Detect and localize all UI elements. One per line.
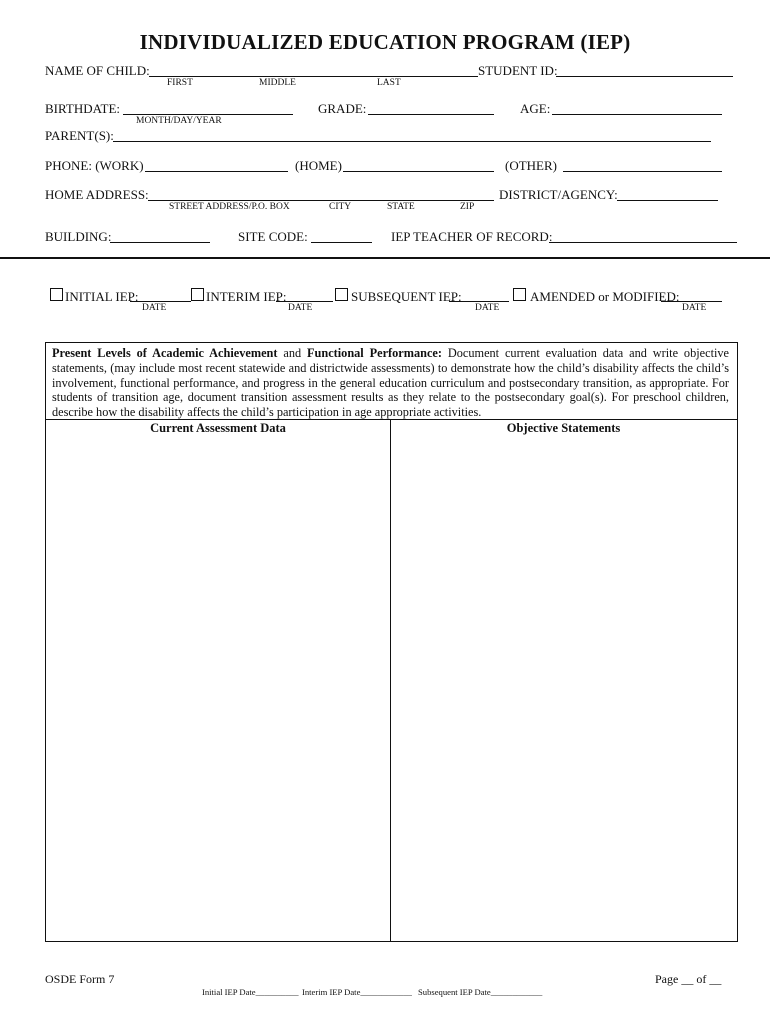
grade-field[interactable] xyxy=(368,114,494,115)
amended-iep-date-field[interactable] xyxy=(661,301,722,302)
parents-label: PARENT(S): xyxy=(45,128,114,143)
initial-iep-date-field[interactable] xyxy=(130,301,191,302)
interim-iep-date-field[interactable] xyxy=(276,301,333,302)
phone-work-label: PHONE: (WORK) xyxy=(45,158,144,173)
first-name-caption: FIRST xyxy=(167,78,193,88)
phone-home-field[interactable] xyxy=(343,171,494,172)
objective-statements-header: Objective Statements xyxy=(506,421,621,435)
present-levels-heading-1: Present Levels of Academic Achievement xyxy=(52,346,278,360)
interim-iep-checkbox[interactable] xyxy=(191,288,204,301)
current-assessment-data-header: Current Assessment Data xyxy=(150,421,286,435)
building-field[interactable] xyxy=(110,242,210,243)
teacher-of-record-label: IEP TEACHER OF RECORD: xyxy=(391,229,553,244)
footer-subsequent-iep-date: Subsequent IEP Date____________ xyxy=(418,987,543,997)
birthdate-format-caption: MONTH/DAY/YEAR xyxy=(136,116,222,126)
site-code-label: SITE CODE: xyxy=(238,229,308,244)
subsequent-iep-date-caption: DATE xyxy=(475,303,500,313)
middle-name-caption: MIDDLE xyxy=(259,78,296,88)
home-address-field[interactable] xyxy=(148,200,494,201)
form-number: OSDE Form 7 xyxy=(45,972,115,986)
street-caption: STREET ADDRESS/P.O. BOX xyxy=(169,202,290,212)
teacher-of-record-field[interactable] xyxy=(549,242,737,243)
interim-iep-label: INTERIM IEP: xyxy=(206,289,287,304)
site-code-field[interactable] xyxy=(311,242,372,243)
amended-iep-checkbox[interactable] xyxy=(513,288,526,301)
birthdate-label: BIRTHDATE: xyxy=(45,101,121,116)
phone-other-field[interactable] xyxy=(563,171,722,172)
subsequent-iep-label: SUBSEQUENT IEP: xyxy=(351,289,462,304)
footer-interim-iep-date: Interim IEP Date____________ xyxy=(302,987,412,997)
district-agency-label: DISTRICT/AGENCY: xyxy=(499,187,618,202)
district-agency-field[interactable] xyxy=(617,200,718,201)
objective-statements-area[interactable] xyxy=(394,438,733,938)
table-column-divider xyxy=(390,419,391,941)
name-of-child-field[interactable] xyxy=(149,76,478,77)
amended-iep-date-caption: DATE xyxy=(682,303,707,313)
phone-home-label: (HOME) xyxy=(295,158,342,173)
present-levels-heading-2: Functional Performance: xyxy=(307,346,442,360)
present-levels-text: Document current evaluation data and write objective statements, (may include most recent statewide and districtwide assessments) to demonstrate how the child’s disability affects the child’s involvement, functional performance, and progress in the general education curriculum and postsecondary transition, as appropriate. For students of transition age, document transition assessment results as they relate to the postsecondary goal(s). For preschool children, describe how the disability affects the child’s participation in age appropriate activities. xyxy=(52,346,730,420)
initial-iep-label: INITIAL IEP: xyxy=(65,289,139,304)
birthdate-field[interactable] xyxy=(123,114,293,115)
amended-iep-label: AMENDED or MODIFIED: xyxy=(530,289,680,304)
table-top-border xyxy=(45,419,738,420)
present-levels-heading-and: and xyxy=(277,346,308,360)
subsequent-iep-checkbox[interactable] xyxy=(335,288,348,301)
interim-iep-date-caption: DATE xyxy=(288,303,313,313)
section-divider xyxy=(0,257,770,259)
present-levels-instructions xyxy=(52,346,729,420)
state-caption: STATE xyxy=(387,202,415,212)
zip-caption: ZIP xyxy=(460,202,475,212)
city-caption: CITY xyxy=(329,202,352,212)
footer-initial-iep-date: Initial IEP Date__________ xyxy=(202,987,299,997)
current-assessment-data-area[interactable] xyxy=(48,438,387,938)
age-label: AGE: xyxy=(520,101,551,116)
last-name-caption: LAST xyxy=(377,78,401,88)
building-label: BUILDING: xyxy=(45,229,112,244)
page-number: Page __ of __ xyxy=(655,972,722,986)
age-field[interactable] xyxy=(552,114,722,115)
student-id-label: STUDENT ID: xyxy=(478,63,558,78)
name-of-child-label: NAME OF CHILD: xyxy=(45,63,150,78)
subsequent-iep-date-field[interactable] xyxy=(449,301,509,302)
phone-work-field[interactable] xyxy=(145,171,288,172)
phone-other-label: (OTHER) xyxy=(505,158,557,173)
form-title: INDIVIDUALIZED EDUCATION PROGRAM (IEP) xyxy=(139,30,631,54)
grade-label: GRADE: xyxy=(318,101,367,116)
home-address-label: HOME ADDRESS: xyxy=(45,187,149,202)
initial-iep-checkbox[interactable] xyxy=(50,288,63,301)
parents-field[interactable] xyxy=(113,141,711,142)
initial-iep-date-caption: DATE xyxy=(142,303,167,313)
student-id-field[interactable] xyxy=(556,76,733,77)
